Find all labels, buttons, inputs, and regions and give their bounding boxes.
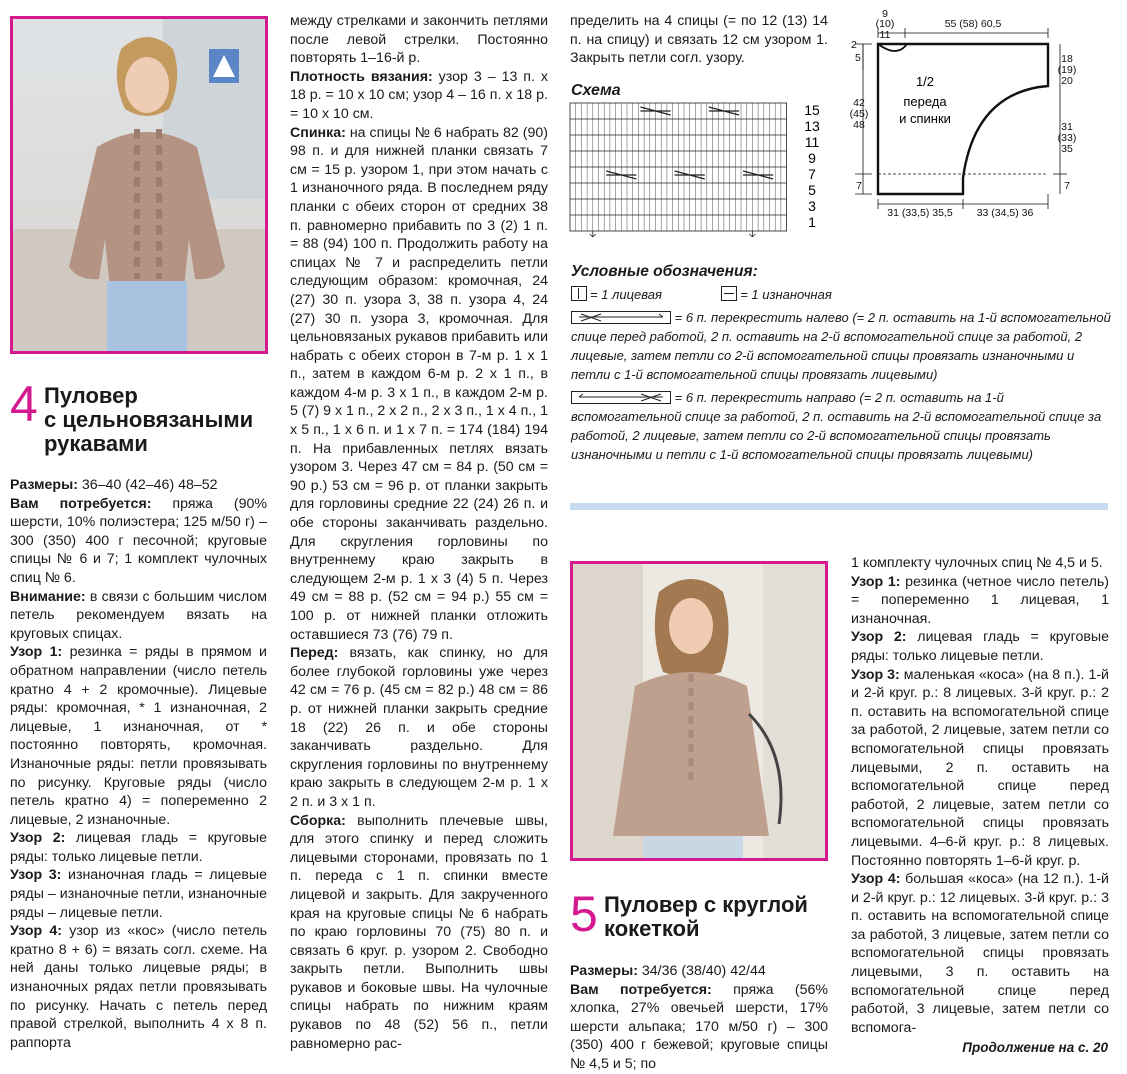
chart-row-number: 9 — [808, 150, 816, 166]
s4c2-label: Спинка: — [290, 124, 346, 141]
dim-shoulder: 55 (58) 60,5 — [944, 18, 1002, 30]
chart-row-number: 13 — [804, 118, 820, 134]
s5c2-paragraph — [851, 573, 1109, 629]
dim-s-3: 35 — [1061, 143, 1073, 155]
title-line-1: Пуловер — [44, 383, 138, 408]
s4c1-text: в связи с большим числом петель рекомендуем вязать на круговых спицах. — [10, 588, 267, 642]
legend-title: Условные обозначения: — [571, 263, 758, 280]
schema-title: Схема — [571, 82, 621, 99]
s4c1-paragraph — [10, 588, 267, 644]
legend-cross-right: = 6 п. перекрестить направо (= 2 п. оставить на 1-й вспомогательной спице за работой, 2 п. оставить на 2-й вспомогательной спице за работой, 2 лицевые, затем петли со 2-й вспомогательной спицы провязать изнаночными и петли с 1-й вспомогательной спицы провязать лицевыми) — [571, 390, 1102, 462]
dim-2: 2 — [851, 39, 857, 51]
photo-model-image — [13, 19, 265, 351]
dim-h-3: 48 — [853, 119, 865, 131]
dim-bottom-2: 33 (34,5) 36 — [976, 207, 1034, 219]
s4c1-label: Размеры: — [10, 477, 78, 493]
cross-right-symbol-icon — [571, 391, 671, 404]
section-number-5: 5 — [570, 886, 598, 942]
dim-h-1: 42 — [853, 97, 865, 109]
s4c2-text: вязать, как спинку, но для более глубокой горловины уже через 42 см = 76 р. (45 см = 82 р.) 48 см = 86 р. от нижней планки закрыть средние 18 (22) 26 п. и обе стороны заканчивать раздельно. Для скругления горловины по внутреннему краю закрыть в следующем 2-м р. 1 х 2 п. и 3 х 1 п. — [290, 645, 548, 810]
dim-h-2: (45) — [849, 108, 869, 120]
cable-chart — [568, 101, 828, 237]
s4c1-paragraph — [10, 495, 267, 588]
s4c1-label: Вам потребуется: — [10, 495, 152, 512]
s5c2-paragraph — [851, 554, 1109, 573]
s4c2-text: между стрелками и закончить петлями после левой стрелки. Постоянно повторять 1–16-й р. — [290, 13, 548, 67]
s5c2-paragraph — [851, 870, 1109, 1037]
dim-s-1: 31 — [1061, 121, 1073, 133]
s4c1-text: узор из «кос» (число петель кратно 8 + 6) = вязать согл. схеме. На ней даны только лицевые ряды; в изнаночных рядах петли провязывать по рисунку. Начать с петель перед правой стрелкой, выполнить 4 х 8 п. раппорта — [10, 923, 267, 1051]
s4c1-paragraph — [10, 643, 267, 829]
dim-sl-2: (19) — [1057, 64, 1077, 76]
repeat-arrow-icon — [590, 231, 596, 237]
s5c2-label: Узор 4: — [851, 871, 901, 888]
dim-neck-2: (10) — [875, 18, 895, 30]
s5c1-paragraph — [570, 981, 828, 1074]
dim-s-2: (33) — [1057, 132, 1077, 144]
s5c1-text: 34/36 (38/40) 42/44 — [637, 963, 766, 979]
assembly-continued-text: пределить на 4 спицы (= по 12 (13) 14 п. на спицу) и связать 12 см узором 1. Закрыть петли согл. узору. — [570, 13, 828, 67]
dim-5: 5 — [855, 52, 861, 64]
s5c2-label: Узор 1: — [851, 573, 901, 590]
s5c1-paragraph — [570, 962, 828, 981]
section5-column-2 — [851, 554, 1109, 1037]
chart-row-number: 5 — [808, 182, 816, 198]
chart-row-number: 1 — [808, 214, 816, 230]
dim-7-right: 7 — [1064, 180, 1070, 192]
legend-knit: = 1 лицевая — [590, 287, 662, 302]
s4c2-paragraph — [290, 644, 548, 811]
section-title-4 — [44, 384, 253, 456]
s5c2-text: большая «коса» (на 12 п.). 1-й и 2-й круг. р.: 12 лицевых. 3-й круг. р.: 3 п. оставить на вспомогательной спице за работой, 3 лицевые, затем петли со вспомогательной спицы провязать лицевыми, 3 п. оставить на вспомогательной спице перед работой, 3 лицевые, затем петли со вспомога- — [851, 871, 1109, 1036]
legend — [571, 262, 1111, 464]
s5c2-text: резинка (четное число петель) = попеременно 1 лицевая, 1 изнаночная. — [851, 573, 1109, 627]
s5c2-text: 1 комплекту чулочных спиц № 4,5 и 5. — [851, 555, 1103, 571]
dim-neck-1: 9 — [882, 8, 888, 20]
title-line-2: с цельновязаными — [44, 407, 254, 432]
s5c1-label: Вам потребуется: — [570, 981, 712, 998]
s4c1-label: Узор 4: — [10, 923, 63, 940]
s4c2-paragraph — [290, 124, 548, 645]
s4c2-label: Перед: — [290, 645, 339, 662]
dim-neck-3: 11 — [879, 29, 891, 41]
s4c2-text: на спицы № 6 набрать 82 (90) 98 п. и для нижней планки связать 7 см = 15 р. узором 1, при этом начать с 1 изнаночного ряда. В последнем ряду планки с обеих сторон от средних 38 п. равномерно прибавить по 3 (2) 1 п. = 88 (94) 100 п. Продолжить работу на спицах № 7 и распределить петли следующим образом: кромочная, 24 (27) 30 п. узора 3, 38 п. узора 4, 24 (27) 30 п. узора 3, кромочная. Для цельновязаных рукавов прибавить или набрать с обеих сторон в 7-м р. 1 х 1 п., затем в каждом 6-м р. 2 х 1 п., в каждом 4-м р. 3 х 1 п., в каждом 2-м р. 5 (7) 9 х 1 п., 2 х 2 п., 2 х 3 п., 1 х 4 п., 1 х 5 п., 1 х 6 п. и 1 х 7 п. = 174 (184) 194 п. На прибавленных петлях вязать узором 3. Через 47 см = 84 р. (50 см = 90 р.) 53 см = 96 р. от планки закрыть для горловины средние 22 (24) 26 п. и обе стороны заканчивать раздельно. Для скругления горловины по внутреннему краю закрыть в следующем 2-м р. 1 х 3 (4) 5 п. Через 49 см = 88 р. (52 см = 94 р.) 55 см = 100 р. от нижней планки отложить оставшиеся 73 (76) 79 п. — [290, 124, 548, 643]
pattern-schematic — [845, 8, 1110, 220]
dim-sl-3: 20 — [1061, 75, 1073, 87]
s4c1-text: резинка = ряды в прямом и обратном направлении (число петель кратно 4 + 2 кромочные). Лицевые ряды: кромочная, * 1 изнаночная, 2 лицевые, 1 изнаночная, от * постоянно повторять, кромочная. Изнаночные ряды: петли провязывать по рисунку. Круговые ряды (число петель кратно 4) = попеременно 2 лицевые, 2 изнаночные. — [10, 644, 267, 828]
s4c2-text: выполнить плечевые швы, для этого спинку и перед сложить лицевыми сторонами, провязать по 1 п. переда с 1 п. спинки вместе лицевой и закрыть. Для закрученного края на круговые спицы № 6 набрать по краю горловины 70 (75) 80 п. и связать 6 круг. р. узором 2. Свободно закрыть петли. Выполнить швы рукавов и боковые швы. На чулочные спицы набрать по нижним краям рукавов по 48 (52) 56 п., петли равномерно рас- — [290, 812, 548, 1052]
section4-column-1 — [10, 476, 267, 1052]
s4c2-paragraph — [290, 812, 548, 1054]
s4c2-label: Сборка: — [290, 812, 346, 829]
s5c2-label: Узор 3: — [851, 666, 900, 683]
legend-purl: = 1 изнаночная — [740, 287, 832, 302]
s5c1-label: Размеры: — [570, 963, 638, 979]
s4c2-paragraph — [290, 12, 548, 68]
dim-sl-1: 18 — [1061, 53, 1073, 65]
title5-line-1: Пуловер с круглой — [604, 892, 808, 917]
s4c2-label: Плотность вязания: — [290, 68, 433, 85]
photo-model-image-2 — [573, 564, 825, 858]
title-line-3: рукавами — [44, 431, 148, 456]
section4-column-2 — [290, 12, 548, 1053]
s4c1-label: Узор 3: — [10, 867, 62, 884]
piece-label-2: переда — [903, 94, 947, 109]
cross-left-symbol-icon — [571, 311, 671, 324]
photo-sweater-cable — [10, 16, 268, 354]
chart-row-number: 15 — [804, 102, 820, 118]
s4c1-label: Внимание: — [10, 588, 86, 605]
s4c1-paragraph — [10, 866, 267, 922]
legend-cross-left: = 6 п. перекрестить налево (= 2 п. оставить на 1-й вспомогательной спице перед работой, 2 п. оставить на 2-й вспомогательной спице за работой, 2 лицевые, затем петли со 2-й вспомогательной спицы провязать изнаночными и петли с 1-й вспомогательной спицы провязать лицевыми) — [571, 310, 1111, 382]
s4c2-paragraph — [290, 68, 548, 124]
chart-row-number: 3 — [808, 198, 816, 214]
s4c1-text: изнаночная гладь = лицевые ряды – изнаночные петли, изнаночные ряды – лицевые петли. — [10, 867, 267, 921]
continuation-note: Продолжение на с. 20 — [962, 1040, 1108, 1055]
section-number-4: 4 — [10, 376, 38, 432]
s5c2-text: маленькая «коса» (на 8 п.). 1-й и 2-й круг. р.: 8 лицевых. 3-й круг. р.: 2 п. оставить на вспомогательной спице за работой, 2 лицевые, затем петли со вспомогательной спицы провязать лицевыми, 2 п. оставить на вспомогательной спице перед работой, 2 лицевые, затем петли со вспомогательной спицы провязать лицевыми. 4–6-й круг. р.: 8 лицевых. Постоянно повторять 1–6-й круг. р. — [851, 666, 1109, 869]
section5-column-1 — [570, 962, 828, 1074]
s4c1-text: пряжа (90% шерсти, 10% полиэстера; 125 м/50 г) – 300 (350) 400 г песочной; круговые спицы № 6 и 7; 1 комплект чулочных спиц № 6. — [10, 495, 267, 586]
s4c1-label: Узор 1: — [10, 644, 63, 661]
repeat-arrow-icon — [749, 231, 755, 237]
dim-bottom-1: 31 (33,5) 35,5 — [887, 207, 953, 219]
knit-symbol-icon — [571, 286, 587, 301]
s4c1-label: Узор 2: — [10, 830, 66, 847]
piece-label-1: 1/2 — [915, 74, 935, 89]
s4c1-text: лицевая гладь = круговые ряды: только лицевые петли. — [10, 830, 267, 865]
piece-label-3: и спинки — [899, 111, 951, 126]
s5c2-paragraph — [851, 628, 1109, 665]
s4c1-paragraph — [10, 922, 267, 1052]
title5-line-2: кокеткой — [604, 916, 700, 941]
s4c1-text: 36–40 (42–46) 48–52 — [77, 477, 218, 493]
section4-column-3 — [570, 12, 828, 68]
s5c1-text: пряжа (56% хлопка, 27% овечьей шерсти, 17% шерсти альпака; 170 м/50 г) – 300 (350) 400 г бежевой; круговые спицы № 4,5 и 5; по — [570, 981, 828, 1072]
s5c2-paragraph — [851, 666, 1109, 871]
photo-sweater-yoke — [570, 561, 828, 861]
purl-symbol-icon — [721, 286, 737, 301]
section-title-5 — [604, 893, 808, 941]
s4c2-text: узор 3 – 13 п. х 18 р. = 10 х 10 см; узор 4 – 16 п. х 18 р. = 10 х 10 см. — [290, 68, 548, 122]
s5c2-text: лицевая гладь = круговые ряды: только лицевые петли. — [851, 629, 1109, 664]
dim-7-left: 7 — [856, 180, 862, 192]
chart-row-number: 7 — [808, 166, 816, 182]
section-separator — [570, 503, 1108, 510]
s5c2-label: Узор 2: — [851, 629, 907, 646]
s4c1-paragraph — [10, 476, 267, 495]
s4c1-paragraph — [10, 829, 267, 866]
chart-row-number: 11 — [804, 134, 820, 150]
